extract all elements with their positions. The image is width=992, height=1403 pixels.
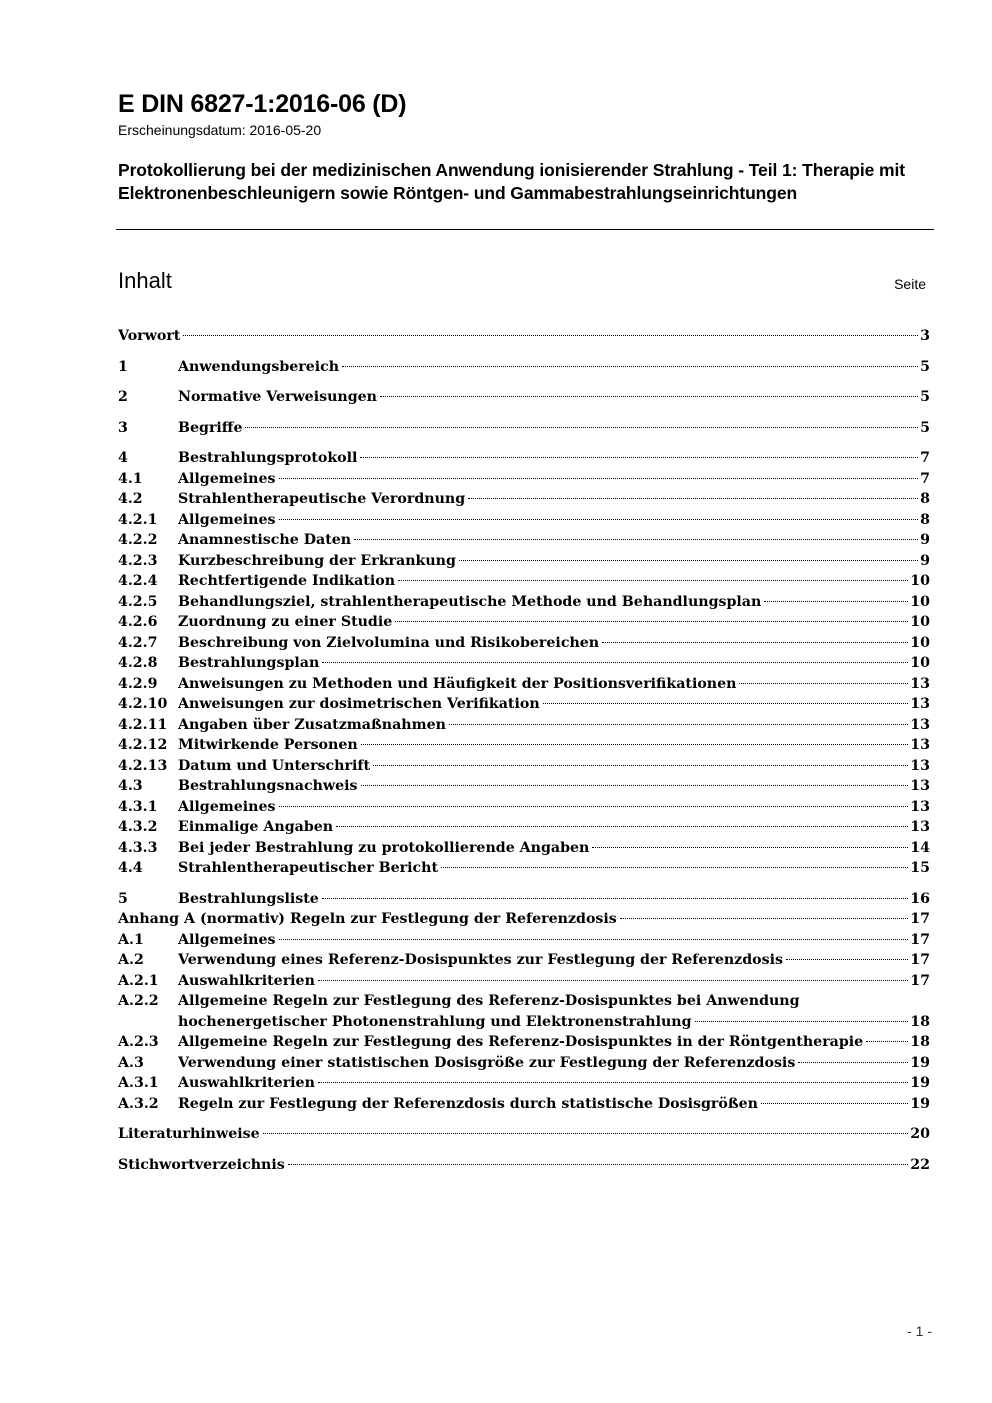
toc-entry[interactable] [118, 326, 930, 347]
toc-entry-page: 19 [910, 1095, 930, 1112]
toc-dot-leader [279, 478, 919, 479]
toc-entry-number: 4.2.3 [118, 552, 158, 569]
toc-entry-page: 5 [920, 358, 930, 375]
toc-entry-page: 22 [910, 1156, 930, 1173]
toc-entry-number: 5 [118, 890, 128, 907]
toc-entry-page: 8 [920, 491, 930, 507]
toc-entry[interactable] [118, 838, 930, 859]
toc-dot-leader [288, 1164, 909, 1165]
toc-dot-leader [361, 744, 909, 745]
toc-entry[interactable] [118, 889, 930, 910]
toc-entry-number: 4.2.4 [118, 573, 158, 589]
toc-entry-number: 2 [118, 389, 128, 405]
toc-entry[interactable] [118, 551, 930, 572]
toc-entry-number: 4.2.7 [118, 634, 158, 651]
toc-entry-page: 13 [910, 819, 930, 835]
toc-entry-number: 4.2.1 [118, 511, 158, 528]
toc-dot-leader [398, 580, 908, 581]
toc-dot-leader [360, 457, 918, 458]
toc-entry-title: Literaturhinweise [118, 1126, 260, 1142]
toc-entry[interactable] [118, 357, 930, 378]
toc-entry-number: A.2 [118, 952, 144, 968]
toc-entry-title: Regeln zur Festlegung der Referenzdosis durch statistische Dosisgrößen [178, 1095, 758, 1112]
toc-entry-title: Behandlungsziel, strahlentherapeutische Methode und Behandlungsplan [178, 593, 762, 610]
toc-dot-leader [739, 683, 908, 684]
toc-entry-title: Auswahlkriterien [178, 1075, 315, 1091]
toc-entry-number: 4.2.5 [118, 593, 158, 610]
toc-entry-title: Anweisungen zu Methoden und Häufigkeit der Positionsverifikationen [178, 675, 737, 692]
toc-entry-title: Anhang A (normativ) Regeln zur Festlegung der Referenzdosis [118, 911, 617, 927]
toc-dot-leader [395, 621, 908, 622]
toc-dot-leader [354, 539, 918, 540]
toc-entry[interactable] [118, 776, 930, 797]
toc-dot-leader [380, 396, 918, 397]
toc-entry-number: 4.2.8 [118, 655, 158, 671]
toc-entry-title: Bei jeder Bestrahlung zu protokollierende Angaben [178, 839, 590, 856]
toc-entry[interactable] [118, 971, 930, 992]
toc-entry-title: Anweisungen zur dosimetrischen Verifikation [178, 696, 540, 712]
toc-page-column-label: Seite [894, 276, 926, 292]
toc-entry-title: Mitwirkende Personen [178, 737, 358, 753]
toc-entry-page: 13 [910, 696, 930, 712]
toc-dot-leader [279, 806, 909, 807]
toc-entry[interactable] [118, 817, 930, 838]
toc-entry[interactable] [118, 756, 930, 777]
toc-entry-number: 4.3.2 [118, 819, 158, 835]
toc-dot-leader [764, 601, 908, 602]
toc-entry-title: Angaben über Zusatzmaßnahmen [178, 716, 446, 733]
toc-entry-page: 13 [910, 757, 930, 774]
toc-entry[interactable] [118, 930, 930, 951]
toc-entry-continuation[interactable] [118, 1012, 930, 1033]
toc-entry-title: Allgemeines [178, 511, 276, 528]
toc-entry-number: 4.3 [118, 778, 143, 794]
toc-entry-title: Allgemeines [178, 931, 276, 948]
title-divider [116, 229, 934, 230]
toc-dot-leader [279, 939, 909, 940]
toc-entry-page: 9 [920, 532, 930, 548]
toc-entry-page: 13 [910, 675, 930, 692]
toc-entry-page: 10 [910, 655, 930, 671]
toc-entry-title: Bestrahlungsprotokoll [178, 450, 358, 466]
toc-entry[interactable] [118, 448, 930, 469]
toc-entry-number: 4.2.12 [118, 737, 168, 753]
toc-entry-title: Begriffe [178, 419, 243, 436]
toc-entry-page: 13 [910, 737, 930, 753]
toc-dot-leader [468, 498, 918, 499]
toc-entry-number: 4.2.6 [118, 614, 158, 630]
toc-entry[interactable] [118, 571, 930, 592]
toc-entry-title: Vorwort [118, 328, 181, 344]
toc-dot-leader [279, 519, 919, 520]
toc-entry-page: 7 [920, 470, 930, 487]
toc-entry-number: 4.2.10 [118, 696, 168, 712]
toc-entry[interactable] [118, 1094, 930, 1115]
toc-entry-number: A.2.3 [118, 1034, 159, 1050]
toc-entry[interactable] [118, 909, 930, 930]
toc-entry[interactable] [118, 469, 930, 490]
toc-entry[interactable] [118, 592, 930, 613]
toc-entry-title: Allgemeines [178, 798, 276, 815]
toc-entry-page: 15 [910, 860, 930, 876]
toc-entry-page: 13 [910, 716, 930, 733]
toc-entry-page: 16 [910, 890, 930, 907]
toc-entry[interactable] [118, 510, 930, 531]
toc-entry-number: A.3.2 [118, 1095, 159, 1112]
toc-entry[interactable] [118, 1073, 930, 1094]
toc-entry-number: A.2.2 [118, 993, 159, 1009]
toc-heading: Inhalt [118, 268, 172, 293]
toc-entry-number: 4.2.2 [118, 532, 158, 548]
toc-entry-number: A.2.1 [118, 972, 159, 989]
toc-entry-title: Allgemeine Regeln zur Festlegung des Referenz-Dosispunktes bei Anwendung [178, 993, 800, 1009]
toc-entry[interactable] [118, 991, 930, 1012]
toc-dot-leader [361, 785, 909, 786]
toc-dot-leader [373, 765, 908, 766]
toc-entry-number: 4.4 [118, 860, 143, 876]
toc-entry-title: Verwendung einer statistischen Dosisgröße zur Festlegung der Referenzdosis [178, 1054, 796, 1071]
toc-entry[interactable] [118, 950, 930, 971]
toc-dot-leader [798, 1062, 908, 1063]
toc-entry-title: Stichwortverzeichnis [118, 1156, 285, 1173]
toc-dot-leader [336, 826, 908, 827]
publication-date: Erscheinungsdatum: 2016-05-20 [118, 122, 322, 138]
toc-entry[interactable] [118, 612, 930, 633]
toc-entry-page: 17 [910, 972, 930, 989]
toc-entry-number: 4.2.11 [118, 716, 168, 733]
toc-entry-page: 18 [910, 1013, 930, 1030]
document-id: E DIN 6827-1:2016-06 (D) [118, 90, 407, 118]
toc-entry-page: 10 [910, 573, 930, 589]
toc-entry-title: Einmalige Angaben [178, 819, 334, 835]
toc-entry-page: 17 [910, 911, 930, 927]
toc-entry-number: 4.2 [118, 491, 143, 507]
toc-entry[interactable] [118, 694, 930, 715]
toc-dot-leader [245, 427, 918, 428]
toc-entry-page: 20 [910, 1126, 930, 1142]
toc-entry[interactable] [118, 674, 930, 695]
toc-entry-title: Bestrahlungsnachweis [178, 778, 358, 794]
toc-entry-title: Allgemeines [178, 470, 276, 487]
toc-entry-page: 17 [910, 952, 930, 968]
toc-entry-page: 18 [910, 1034, 930, 1050]
toc-dot-leader [449, 724, 908, 725]
toc-entry[interactable] [118, 715, 930, 736]
toc-entry[interactable] [118, 797, 930, 818]
toc-entry-title: Bestrahlungsliste [178, 890, 319, 907]
toc-entry-title: Datum und Unterschrift [178, 757, 371, 774]
toc-entry-page: 5 [920, 389, 930, 405]
toc-entry-page: 9 [920, 552, 930, 569]
toc-dot-leader [263, 1133, 909, 1134]
toc-entry-title: Anwendungsbereich [178, 358, 340, 375]
toc-entry-number: 4.1 [118, 470, 143, 487]
toc-entry-title: Normative Verweisungen [178, 389, 377, 405]
toc-entry[interactable] [118, 387, 930, 408]
toc-entry-number: 4.2.9 [118, 675, 158, 692]
toc-dot-leader [592, 847, 908, 848]
toc-dot-leader [322, 662, 908, 663]
toc-entry-number: A.3.1 [118, 1075, 159, 1091]
toc-dot-leader [318, 1082, 908, 1083]
toc-dot-leader [786, 959, 908, 960]
toc-dot-leader [695, 1021, 909, 1022]
toc-dot-leader [543, 703, 909, 704]
toc-dot-leader [318, 980, 908, 981]
toc-entry[interactable] [118, 1053, 930, 1074]
toc-entry-title: Strahlentherapeutische Verordnung [178, 491, 466, 507]
toc-entry-title: hochenergetischer Photonenstrahlung und Elektronenstrahlung [178, 1013, 692, 1030]
toc-entry-title: Kurzbeschreibung der Erkrankung [178, 552, 456, 569]
toc-dot-leader [761, 1103, 908, 1104]
toc-entry-number: 3 [118, 419, 128, 436]
toc-entry-page: 8 [920, 511, 930, 528]
toc-entry-title: Verwendung eines Referenz-Dosispunktes zur Festlegung der Referenzdosis [178, 952, 783, 968]
toc-entry-title: Anamnestische Daten [178, 532, 352, 548]
toc-entry-page: 10 [910, 634, 930, 651]
toc-dot-leader [322, 898, 908, 899]
toc-entry-page: 7 [920, 450, 930, 466]
toc-entry-page: 19 [910, 1054, 930, 1071]
toc-entry[interactable] [118, 1155, 930, 1176]
toc-entry-page: 10 [910, 614, 930, 630]
toc-entry-title: Beschreibung von Zielvolumina und Risikobereichen [178, 634, 600, 651]
toc-entry-number: A.1 [118, 931, 144, 948]
toc-dot-leader [183, 335, 918, 336]
toc-entry-title: Allgemeine Regeln zur Festlegung des Referenz-Dosispunktes in der Röntgentherapie [178, 1034, 864, 1050]
toc-entry-page: 10 [910, 593, 930, 610]
toc-entry-title: Zuordnung zu einer Studie [178, 614, 393, 630]
toc-dot-leader [459, 560, 918, 561]
toc-entry[interactable] [118, 489, 930, 510]
toc-entry-page: 3 [920, 328, 930, 344]
toc-entry[interactable] [118, 653, 930, 674]
toc-entry-page: 14 [910, 839, 930, 856]
toc-dot-leader [342, 366, 918, 367]
toc-entry-page: 13 [910, 798, 930, 815]
toc-entry-title: Strahlentherapeutischer Bericht [178, 860, 439, 876]
toc-entry[interactable] [118, 418, 930, 439]
toc-dot-leader [602, 642, 908, 643]
toc-entry-title: Rechtfertigende Indikation [178, 573, 396, 589]
toc-entry-page: 19 [910, 1075, 930, 1091]
toc-entry-number: 1 [118, 358, 128, 375]
toc-entry-page: 13 [910, 778, 930, 794]
toc-entry-number: 4.3.1 [118, 798, 158, 815]
toc-dot-leader [620, 918, 908, 919]
toc-entry[interactable] [118, 1032, 930, 1053]
toc-entry[interactable] [118, 1124, 930, 1145]
table-of-contents [118, 326, 930, 1175]
toc-entry[interactable] [118, 735, 930, 756]
page-number: - 1 - [907, 1323, 932, 1339]
toc-entry-number: 4 [118, 450, 128, 466]
toc-dot-leader [441, 867, 908, 868]
toc-entry-number: 4.3.3 [118, 839, 158, 856]
toc-entry[interactable] [118, 858, 930, 879]
toc-entry[interactable] [118, 633, 930, 654]
toc-entry-page: 17 [910, 931, 930, 948]
toc-entry-page: 5 [920, 419, 930, 436]
toc-entry-title: Auswahlkriterien [178, 972, 315, 989]
document-title: Protokollierung bei der medizinischen Anwendung ionisierender Strahlung - Teil 1: Therapie mit Elektronenbeschleunigern sowie Röntgen- und Gammabestrahlungseinrichtungen [118, 160, 905, 203]
toc-entry[interactable] [118, 530, 930, 551]
toc-entry-number: 4.2.13 [118, 757, 168, 774]
toc-entry-title: Bestrahlungsplan [178, 655, 320, 671]
toc-dot-leader [866, 1041, 908, 1042]
toc-entry-number: A.3 [118, 1054, 144, 1071]
